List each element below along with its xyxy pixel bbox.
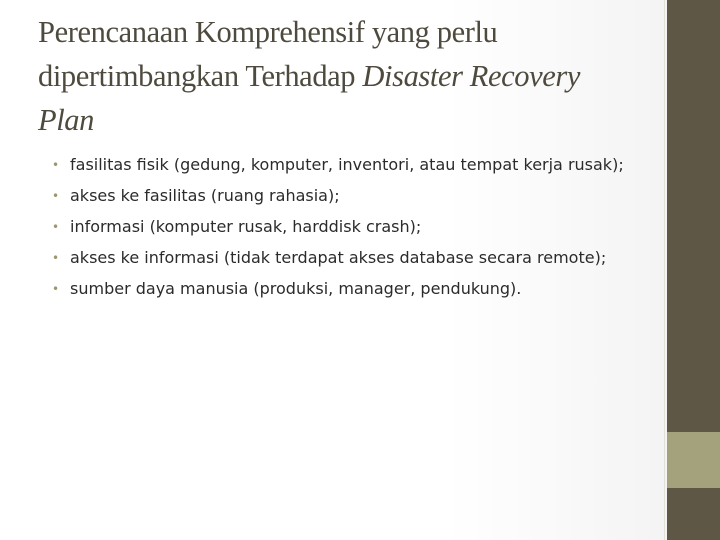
bullet-icon: • bbox=[52, 282, 60, 296]
slide-title bbox=[38, 10, 638, 142]
bullet-text: sumber daya manusia (produksi, manager, pendukung). bbox=[70, 279, 522, 298]
title-italic: Disaster Recovery Plan bbox=[38, 59, 581, 137]
bullet-icon: • bbox=[52, 158, 60, 172]
list-item bbox=[52, 153, 642, 177]
bullet-list bbox=[52, 153, 642, 308]
bullet-text: informasi (komputer rusak, harddisk crash); bbox=[70, 217, 422, 236]
bullet-text: akses ke informasi (tidak terdapat akses database secara remote); bbox=[70, 248, 607, 267]
bullet-text: fasilitas fisik (gedung, komputer, inventori, atau tempat kerja rusak); bbox=[70, 155, 624, 174]
bullet-icon: • bbox=[52, 220, 60, 234]
title-plain: Perencanaan Komprehensif yang perlu dipertimbangkan Terhadap bbox=[38, 15, 498, 93]
bullet-icon: • bbox=[52, 251, 60, 265]
list-item bbox=[52, 215, 642, 239]
list-item bbox=[52, 277, 642, 301]
list-item bbox=[52, 184, 642, 208]
bullet-text: akses ke fasilitas (ruang rahasia); bbox=[70, 186, 340, 205]
list-item bbox=[52, 246, 642, 270]
bullet-icon: • bbox=[52, 189, 60, 203]
sidebar-accent-block bbox=[667, 432, 720, 488]
sidebar-divider bbox=[664, 0, 665, 540]
